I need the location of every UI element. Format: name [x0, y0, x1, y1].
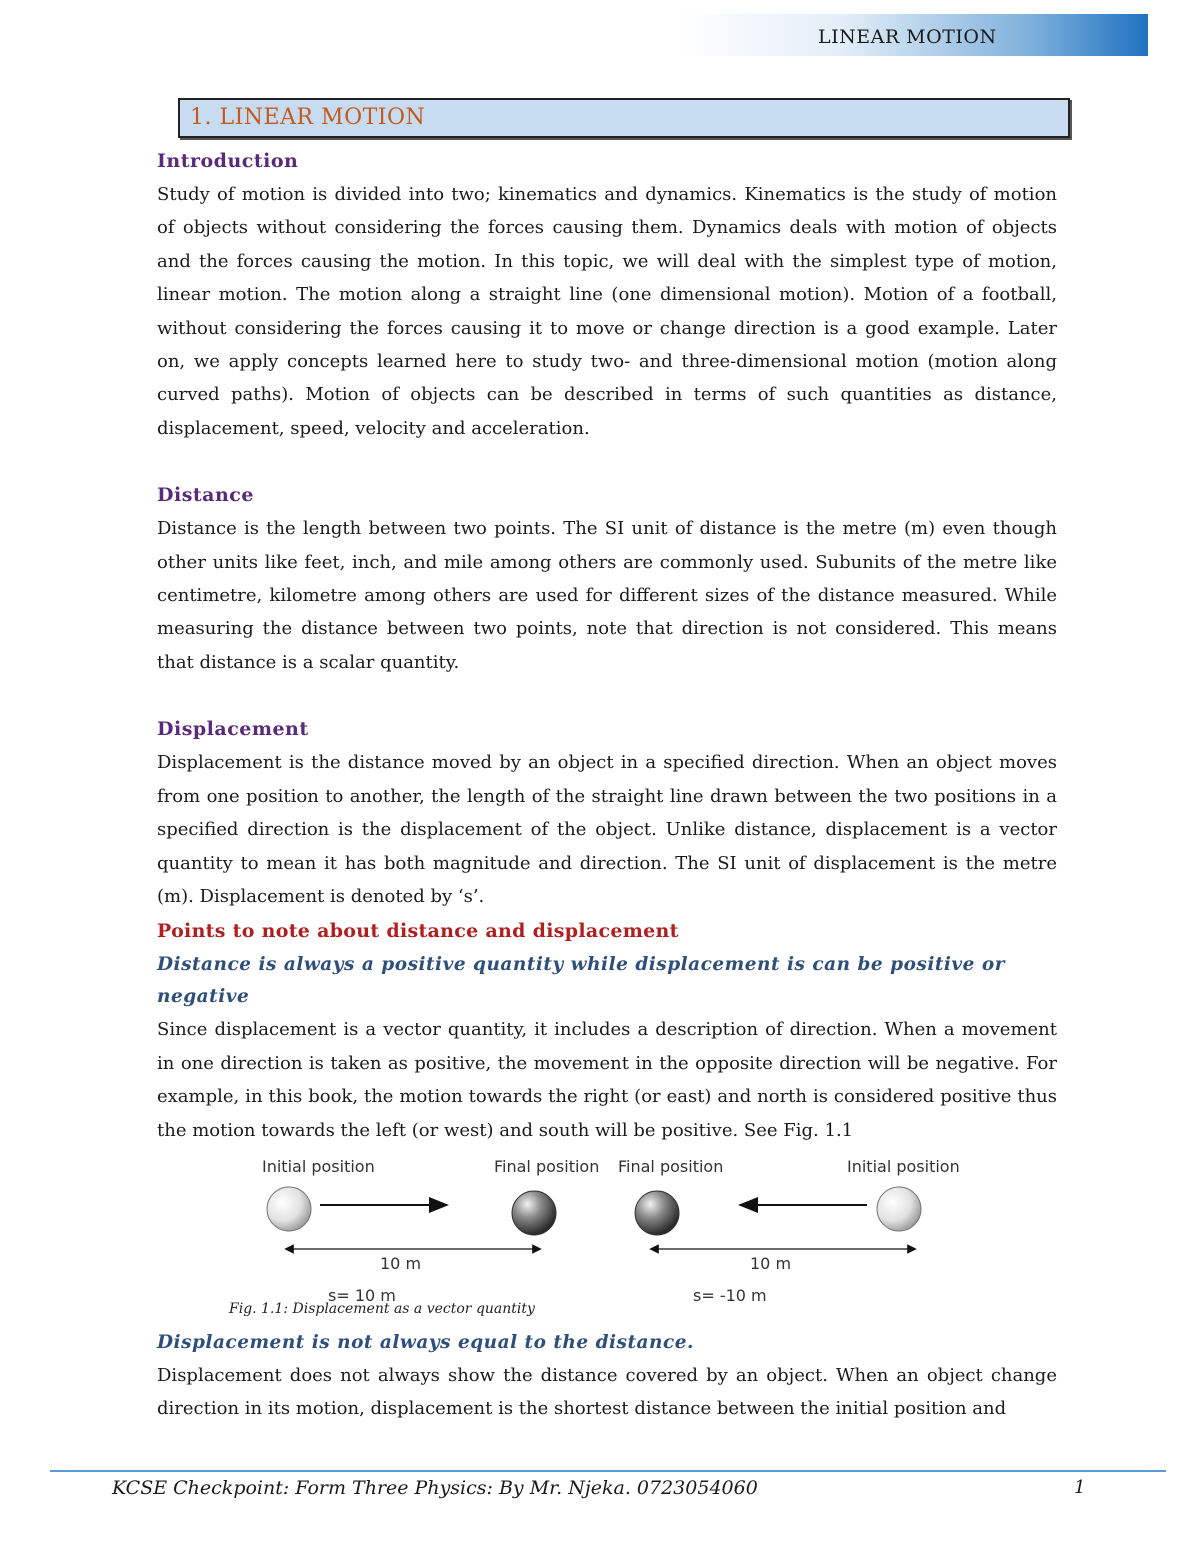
left-final-label: Final position [494, 1156, 600, 1176]
figure-1-1 [157, 1147, 1057, 1327]
chapter-title: 1. LINEAR MOTION [190, 105, 426, 130]
left-initial-ball [267, 1187, 311, 1231]
left-initial-label: Initial position [262, 1156, 375, 1176]
distance-paragraph: Distance is the length between two points. The SI unit of distance is the metre (m) even though other units like feet, inch, and mile among others are commonly used. Subunits of the metre like centimetre, kilometre among others are used for different sizes of the distance measured. While measuring the distance between two points, note that direction is not considered. This means that distance is a scalar quantity. [157, 518, 1057, 673]
introduction-paragraph: Study of motion is divided into two; kinematics and dynamics. Kinematics is the study of motion of objects without considering the forces causing them. Dynamics deals with motion of objects and the forces causing the motion. In this topic, we will deal with the simplest type of motion, linear motion. The motion along a straight line (one dimensional motion). Motion of a football, without considering the forces causing it to move or change direction is a good example. Later on, we apply concepts learned here to study two- and three-dimensional motion (motion along curved paths). Motion of objects can be described in terms of such quantities as distance, displacement, speed, velocity and acceleration. [157, 184, 1057, 439]
right-final-ball [635, 1191, 679, 1235]
points-to-note-heading: Points to note about distance and displacement [157, 920, 679, 943]
not-equal-subheading: Displacement is not always equal to the distance. [157, 1331, 694, 1353]
right-distance-label: 10 m [750, 1253, 792, 1273]
chapter-title-box [178, 98, 1070, 138]
right-initial-ball [877, 1187, 921, 1231]
displacement-diagram [252, 1147, 972, 1307]
left-distance-label: 10 m [380, 1253, 422, 1273]
distance-heading: Distance [157, 484, 254, 507]
figure-caption: Fig. 1.1: Displacement as a vector quantity [229, 1300, 535, 1317]
left-displacement-label: s= 10 m [328, 1285, 396, 1305]
displacement-paragraph: Displacement is the distance moved by an object in a specified direction. When an object moves from one position to another, the length of the straight line drawn between the two positions in a specified direction is the displacement of the object. Unlike distance, displacement is a vector quantity to mean it has both magnitude and direction. The SI unit of displacement is the metre (m). Displacement is denoted by ‘s’. [157, 752, 1057, 907]
page-content [157, 145, 1057, 1426]
footer-divider [50, 1470, 1166, 1472]
displacement-heading: Displacement [157, 718, 309, 741]
right-initial-label: Initial position [847, 1156, 960, 1176]
right-final-label: Final position [618, 1156, 724, 1176]
not-equal-paragraph: Displacement does not always show the distance covered by an object. When an object change direction in its motion, displacement is the shortest distance between the initial position and [157, 1364, 1057, 1420]
running-title: LINEAR MOTION [818, 26, 997, 48]
page-number: 1 [1074, 1477, 1086, 1498]
sign-subheading: Distance is always a positive quantity while displacement is can be positive or negative [157, 954, 1005, 1008]
sign-paragraph: Since displacement is a vector quantity, it includes a description of direction. When a movement in one direction is taken as positive, the movement in the opposite direction will be negative. For example, in this book, the motion towards the right (or east) and north is considered positive thus the motion towards the left (or west) and south will be positive. See Fig. 1.1 [157, 1019, 1057, 1141]
footer-text: KCSE Checkpoint: Form Three Physics: By Mr. Njeka. 0723054060 [112, 1477, 758, 1499]
left-final-ball [512, 1191, 556, 1235]
right-displacement-label: s= -10 m [693, 1285, 767, 1305]
introduction-heading: Introduction [157, 150, 299, 172]
